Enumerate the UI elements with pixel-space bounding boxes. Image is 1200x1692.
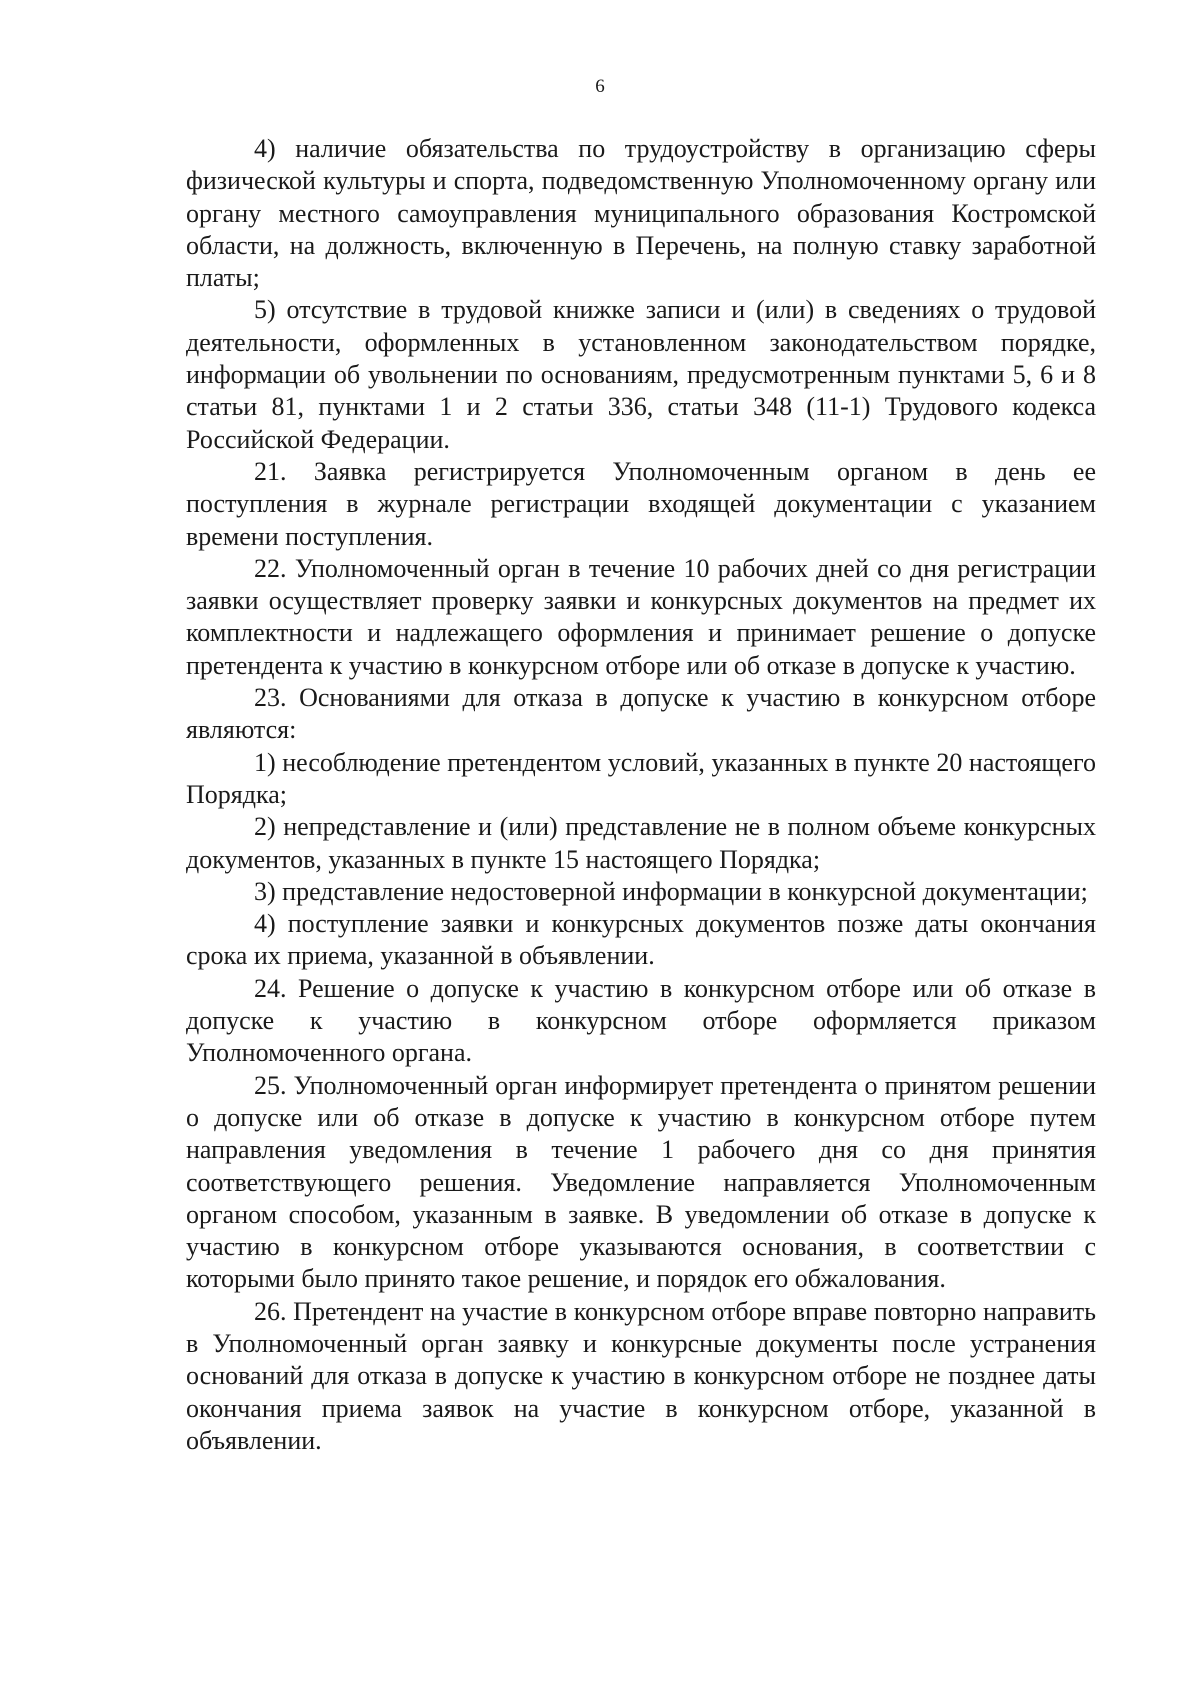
paragraph-item-5-no-dismissal-record: 5) отсутствие в трудовой книжке записи и (или) в сведениях о трудовой деятельности, оформленных в установленном законодательством порядке, информации об увольнении по основаниям, предусмотренным пунктами 5, 6 и 8 статьи 81, пунктами 1 и 2 статьи 336, статьи 348 (11-1) Трудового кодекса Российской Федерации. [186,295,1096,454]
paragraph-24-admission-order: 24. Решение о допуске к участию в конкурсном отборе или об отказе в допуске к участию в конкурсном отборе оформляется приказом Уполномоченного органа. [186,973,1096,1068]
paragraph-26-resubmission: 26. Претендент на участие в конкурсном отборе вправе повторно направить в Уполномоченный орган заявку и конкурсные документы после устранения оснований для отказа в допуске к участию в конкурсном отборе не позднее даты окончания приема заявок на участие в конкурсном отборе, указанной в объявлении. [186,1296,1096,1455]
paragraph-23-refusal-grounds: 23. Основаниями для отказа в допуске к участию в конкурсном отборе являются: [186,683,1096,745]
paragraph-23-item-2: 2) непредставление и (или) представление не в полном объеме конкурсных документов, указанных в пункте 15 настоящего Порядка; [186,812,1096,874]
paragraph-23-item-4: 4) поступление заявки и конкурсных документов позже даты окончания срока их приема, указанной в объявлении. [186,909,1096,971]
document-body [186,133,1096,1457]
paragraph-22-application-review: 22. Уполномоченный орган в течение 10 рабочих дней со дня регистрации заявки осуществляет проверку заявки и конкурсных документов на предмет их комплектности и надлежащего оформления и принимает решение о допуске претендента к участию в конкурсном отборе или об отказе в допуске к участию. [186,553,1096,680]
paragraph-23-item-1: 1) несоблюдение претендентом условий, указанных в пункте 20 настоящего Порядка; [186,747,1096,809]
paragraph-21-application-registration: 21. Заявка регистрируется Уполномоченным органом в день ее поступления в журнале регистрации входящей документации с указанием времени поступления. [186,456,1096,551]
page-number: 6 [595,76,605,97]
paragraph-item-4-employment-obligation: 4) наличие обязательства по трудоустройству в организацию сферы физической культуры и спорта, подведомственную Уполномоченному органу или органу местного самоуправления муниципального образования Костромской области, на должность, включенную в Перечень, на полную ставку заработной платы; [186,134,1096,293]
paragraph-23-item-3: 3) представление недостоверной информации в конкурсной документации; [254,876,1088,906]
paragraph-25-notification: 25. Уполномоченный орган информирует претендента о принятом решении о допуске или об отказе в допуске к участию в конкурсном отборе путем направления уведомления в течение 1 рабочего дня со дня принятия соответствующего решения. Уведомление направляется Уполномоченным органом способом, указанным в заявке. В уведомлении об отказе в допуске к участию в конкурсном отборе указываются основания, в соответствии с которыми было принято такое решение, и порядок его обжалования. [186,1070,1096,1294]
